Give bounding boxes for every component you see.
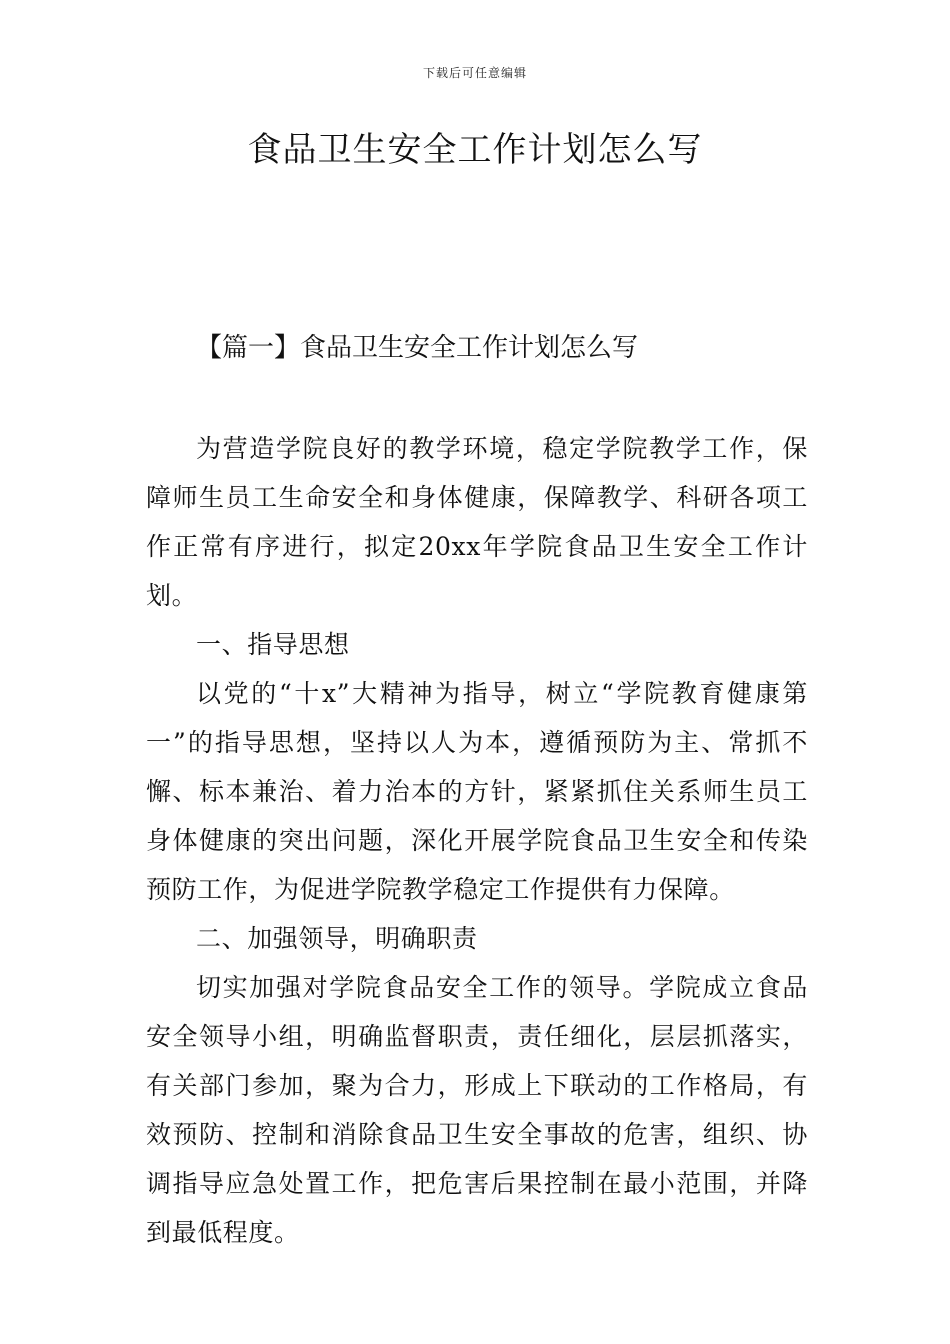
document-title: 食品卫生安全工作计划怎么写	[247, 130, 703, 170]
leadership-paragraph: 切实加强对学院食品安全工作的领导。学院成立食品安全领导小组，明确监督职责，责任细化，层层抓落实，有关部门参加，聚为合力，形成上下联动的工作格局，有效预防、控制和消除食品卫生安全事故的危害，组织、协调指导应急处置工作，把危害后果控制在最小范围，并降到最低程度。	[146, 973, 808, 1247]
document-body	[146, 424, 808, 1257]
heading-guiding-ideology: 一、指导思想	[196, 630, 350, 659]
section-heading: 【篇一】食品卫生安全工作计划怎么写	[196, 333, 639, 363]
intro-paragraph: 为营造学院良好的教学环境，稳定学院教学工作，保障师生员工生命安全和身体健康，保障教学、科研各项工作正常有序进行，拟定20xx年学院食品卫生安全工作计划。	[146, 434, 808, 610]
header-note: 下载后可任意编辑	[422, 66, 527, 80]
guiding-ideology-paragraph: 以党的“十x”大精神为指导，树立“学院教育健康第一”的指导思想，坚持以人为本，遵循预防为主、常抓不懈、标本兼治、着力治本的方针，紧紧抓住关系师生员工身体健康的突出问题，深化开展学院食品卫生安全和传染预防工作，为促进学院教学稳定工作提供有力保障。	[146, 679, 808, 904]
heading-leadership-responsibility: 二、加强领导，明确职责	[196, 924, 478, 953]
